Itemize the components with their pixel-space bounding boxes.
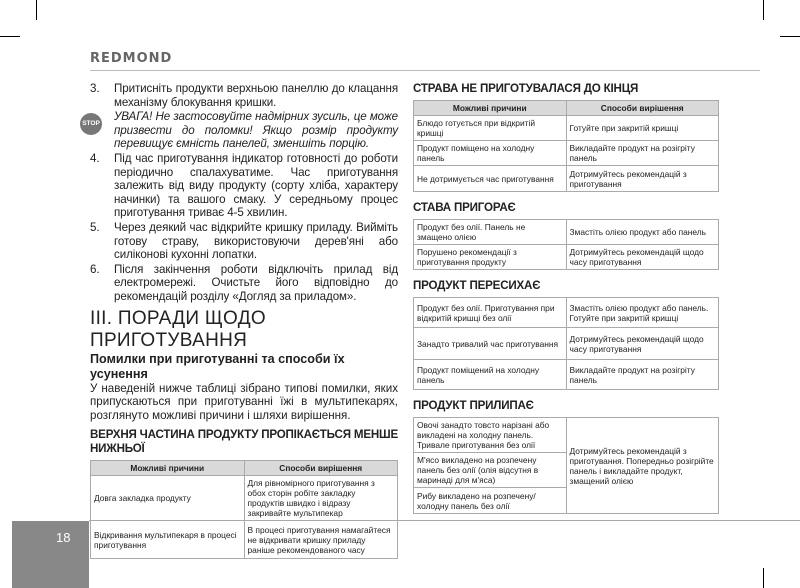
cause-cell: Продукт поміщений на холодну панель bbox=[414, 360, 567, 390]
troubleshooting-table bbox=[413, 219, 719, 270]
column-header: Способи вирішення bbox=[566, 101, 719, 116]
table-title: ВЕРХНЯ ЧАСТИНА ПРОДУКТУ ПРОПІКАЄТЬСЯ МЕНШЕ НИЖНЬОЇ bbox=[90, 428, 399, 456]
step-item bbox=[90, 82, 398, 109]
cause-cell: Порушено рекомендації з приготування продукту bbox=[414, 245, 567, 270]
column-header: Можливі причини bbox=[91, 461, 245, 476]
cause-cell: Продукт поміщено на холодну панель bbox=[414, 141, 567, 166]
table-row bbox=[414, 298, 719, 328]
cause-cell: Блюдо готується при відкритій кришці bbox=[414, 116, 567, 141]
crop-mark bbox=[763, 0, 764, 20]
cause-cell: Рибу викладено на розпечену/холодну панель без олії bbox=[414, 488, 567, 514]
troubleshooting-table bbox=[413, 100, 719, 192]
solution-cell: Готуйте при закритій кришці bbox=[566, 116, 719, 141]
crop-mark bbox=[763, 568, 764, 588]
table-row bbox=[91, 476, 398, 521]
table-header-row bbox=[91, 461, 398, 476]
step-number: 4. bbox=[90, 151, 100, 165]
solution-cell: Змастіть олією продукт або панель bbox=[566, 220, 719, 245]
table-row bbox=[91, 521, 398, 559]
right-column bbox=[413, 82, 719, 514]
brand-logo: REDMOND bbox=[90, 51, 173, 66]
crop-mark bbox=[0, 36, 20, 37]
cause-cell: Продукт без олії. Приготування при відкритій кришці без олії bbox=[414, 298, 567, 328]
step-text: Через деякий час відкрийте кришку приладу. Вийміть готову страву, використовуючи дерев'яні або силіконові кухонні лопатки. bbox=[114, 220, 398, 262]
section-title: III. ПОРАДИ ЩОДО ПРИГОТУВАННЯ bbox=[90, 307, 266, 351]
stop-warning-icon: STOP bbox=[80, 113, 102, 135]
solution-cell: Дотримуйтесь рекомендацій щодо часу приготування bbox=[566, 328, 719, 360]
step-text: Притисніть продукти верхньою панеллю до клацання механізму блокування кришки. bbox=[114, 82, 398, 109]
column-header: Можливі причини bbox=[414, 101, 567, 116]
table-row bbox=[414, 220, 719, 245]
cause-cell: Занадто тривалий час приготування bbox=[414, 328, 567, 360]
solution-cell: Дотримуйтесь рекомендацій щодо часу приготування bbox=[566, 245, 719, 270]
solution-cell: Викладайте продукт на розігріту панель bbox=[566, 360, 719, 390]
table-row bbox=[414, 360, 719, 390]
cause-cell: Овочі занадто товсто нарізані або викладені на холодну панель. Тривале приготування без олії bbox=[414, 418, 567, 453]
table-row bbox=[414, 245, 719, 270]
left-column bbox=[90, 82, 398, 559]
solution-cell: Дотримуйтесь рекомендацій з приготування. Попередньо розігрійте панель і викладайте продукт, змащений олією bbox=[566, 418, 719, 514]
solution-cell: Змастіть олією продукт або панель. Готуйте при закритій кришці bbox=[566, 298, 719, 328]
step-text: Після закінчення роботи відключіть прилад від електромережі. Очистьте його відповідно до рекомендацій розділу «Догляд за приладом». bbox=[114, 262, 398, 303]
solution-cell: Для рівномірного приготування з обох сторін робіте закладку продуктів швидко і відразу закривайте мультипекар bbox=[244, 476, 398, 521]
solution-cell: Викладайте продукт на розігріту панель bbox=[566, 141, 719, 166]
crop-mark bbox=[36, 0, 37, 20]
troubleshooting-table bbox=[413, 297, 719, 390]
table-row bbox=[414, 141, 719, 166]
table-title: ПРОДУКТ ПЕРЕСИХАЄ bbox=[413, 279, 541, 292]
step-number: 6. bbox=[90, 262, 100, 276]
table-row bbox=[414, 418, 719, 453]
page-number-box bbox=[12, 521, 89, 588]
cause-cell: Відкривання мультипекаря в процесі приготування bbox=[91, 521, 245, 559]
table-title: СТРАВА НЕ ПРИГОТУВАЛАСЯ ДО КІНЦЯ bbox=[413, 82, 639, 95]
cause-cell: М'ясо викладено на розпечену панель без олії (олія відсутня в маринаді для м'яса) bbox=[414, 453, 567, 488]
solution-cell: Дотримуйтесь рекомендацій з приготування bbox=[566, 166, 719, 192]
table-title: ПРОДУКТ ПРИЛИПАЄ bbox=[413, 399, 534, 412]
section-subtitle: Помилки при приготуванні та способи їх усунення bbox=[90, 351, 345, 381]
cause-cell: Довга закладка продукту bbox=[91, 476, 245, 521]
cause-cell: Продукт без олії. Панель не змащено олією bbox=[414, 220, 567, 245]
header-rule bbox=[90, 70, 760, 71]
step-number: 5. bbox=[90, 220, 100, 234]
table-row bbox=[414, 328, 719, 360]
section-intro: У наведеній нижче таблиці зібрано типові помилки, яких припускаються при приготуванні їжі в мультипекарях, розглянуто можливі причини і шляхи вирішення. bbox=[90, 381, 398, 422]
table-header-row bbox=[414, 101, 719, 116]
warning-text: УВАГА! Не застосовуйте надмірних зусиль, це може призвести до поломки! Якщо розмір продукту перевищує ємність панелей, зменшіть порцію. bbox=[114, 110, 398, 151]
table-row bbox=[414, 166, 719, 192]
troubleshooting-table bbox=[90, 460, 398, 559]
cause-cell: Не дотримується час приготування bbox=[414, 166, 567, 192]
step-text: Під час приготування індикатор готовності до роботи періодично спалахуватиме. Час приготування залежить від виду продукту (сорту хліба, характеру начинки) та вашого смаку. У середньому процес приготування триває 4-5 хвилин. bbox=[114, 151, 398, 220]
step-item bbox=[90, 152, 398, 220]
crop-mark bbox=[780, 36, 800, 37]
solution-cell: В процесі приготування намагайтеся не відкривати кришку приладу раніше рекомендованого часу bbox=[244, 521, 398, 559]
footer-rule bbox=[89, 520, 800, 521]
step-item bbox=[90, 221, 398, 262]
step-item bbox=[90, 263, 398, 304]
column-header: Способи вирішення bbox=[244, 461, 398, 476]
table-row bbox=[414, 116, 719, 141]
table-title: СТАВА ПРИГОРАЄ bbox=[413, 201, 516, 214]
step-number: 3. bbox=[90, 82, 100, 95]
page-number: 18 bbox=[56, 530, 71, 545]
troubleshooting-table bbox=[413, 417, 719, 514]
